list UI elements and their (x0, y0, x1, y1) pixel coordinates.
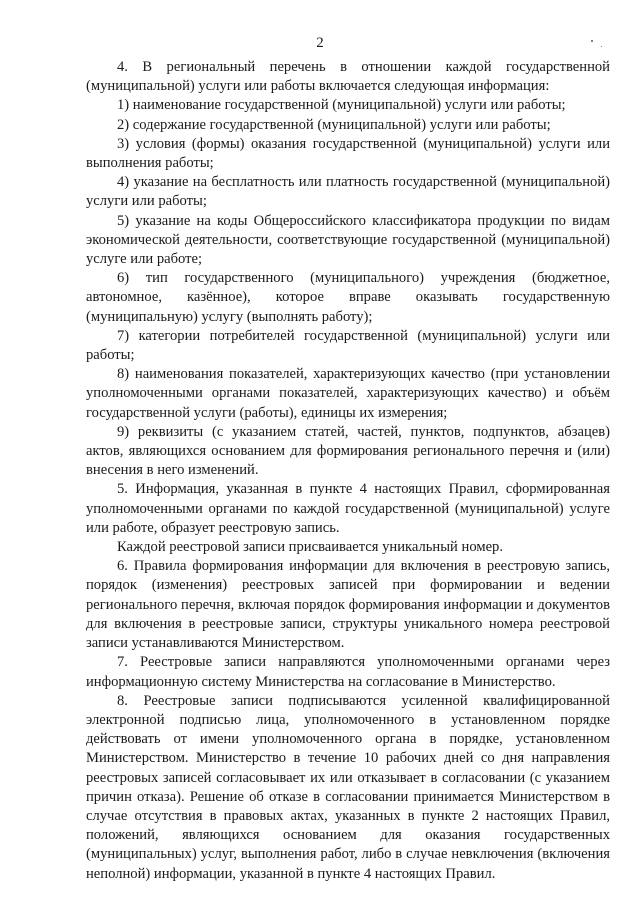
paragraph-5: 5. Информация, указанная в пункте 4 настоящих Правил, сформированная уполномоченными органами по каждой государственной (муниципальной) услуге или работе, образует реестровую запись. (86, 481, 610, 536)
scan-speck (601, 46, 602, 47)
list-item-6: 6) тип государственного (муниципального) учреждения (бюджетное, автономное, казённое), которое вправе оказывать государственную (муниципальную) услугу (выполнять работу); (86, 270, 610, 325)
list-item-2: 2) содержание государственной (муниципальной) услуги или работы; (117, 116, 551, 133)
list-item-4: 4) указание на бесплатность или платность государственной (муниципальной) услуги или работы; (86, 174, 610, 210)
paragraph-7: 7. Реестровые записи направляются уполномоченными органами через информационную систему Министерства на согласование в Министерство. (86, 654, 610, 690)
paragraph-6: 6. Правила формирования информации для включения в реестровую запись, порядок (изменения) реестровых записей при формировании и ведении регионального перечня, включая порядок формирования информации и документов для включения в реестровые записи, структуры уникального номера реестровой записи устанавливаются Министерством. (86, 558, 610, 652)
list-item-7: 7) категории потребителей государственной (муниципальной) услуги или работы; (86, 327, 610, 364)
document-body (86, 58, 610, 884)
list-item-8: 8) наименования показателей, характеризующих качество (при установлении уполномоченными органами показателей, характеризующих качество) и объём государственной услуги (работы), единицы их измерения; (86, 366, 610, 421)
paragraph-4: 4. В региональный перечень в отношении каждой государственной (муниципальной) услуги или работы включается следующая информация: (86, 59, 610, 95)
list-item-1: 1) наименование государственной (муниципальной) услуги или работы; (117, 97, 566, 114)
page-number: 2 (316, 35, 324, 51)
paragraph-8: 8. Реестровые записи подписываются усиленной квалифицированной электронной подписью лица, уполномоченного в установленном порядке действовать от имени уполномоченного органа в порядке, установленном Министерством. Министерство в течение 10 рабочих дней со дня направления реестровых записей согласовывает их или отказывает в согласовании (с указанием причин отказа). Решение об отказе в согласовании принимается Министерством в случае отсутствия в правовых актах, указанных в пункте 2 настоящих Правил, положений, являющихся основанием для оказания государственных (муниципальных) услуг, выполнения работ, либо в случае невключения (включения неполной) информации, указанной в пункте 4 настоящих Правил. (86, 692, 610, 882)
paragraph-5-note: Каждой реестровой записи присваивается уникальный номер. (117, 539, 503, 556)
list-item-5: 5) указание на коды Общероссийского классификатора продукции по видам экономической деятельности, соответствующие государственной (муниципальной) услуге или работе; (86, 212, 610, 268)
list-item-9: 9) реквизиты (с указанием статей, частей, пунктов, подпунктов, абзацев) актов, являющихся основанием для формирования регионального перечня и (или) внесения в него изменений. (86, 423, 610, 479)
list-item-3: 3) условия (формы) оказания государственной (муниципальной) услуги или выполнения работы; (86, 135, 610, 172)
scan-speck (591, 40, 593, 42)
